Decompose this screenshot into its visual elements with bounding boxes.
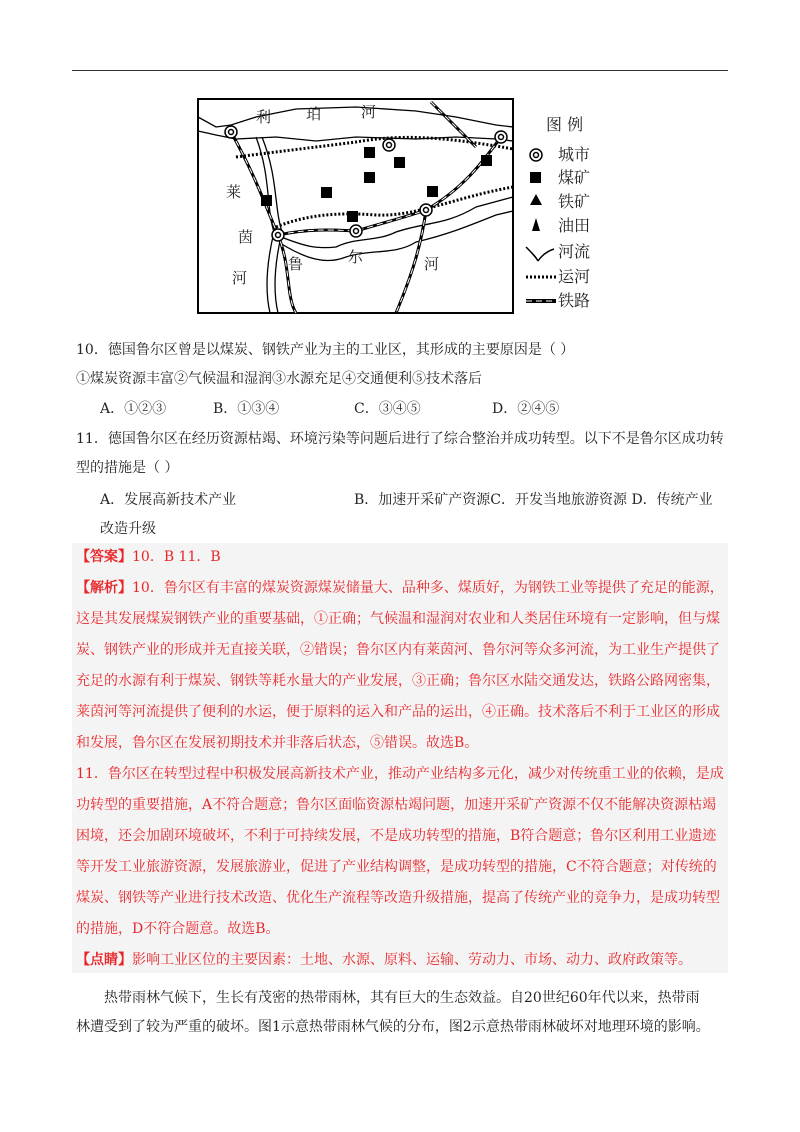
q11-option-a: A．发展高新技术产业 — [100, 492, 237, 508]
analysis-line-4: 充足的水源有利于煤炭、钢铁等耗水量大的产业发展，③正确；鲁尔区水陆交通发达，铁路公路网密集， — [76, 673, 720, 689]
map-label-4: 莱 — [226, 183, 242, 201]
map-label-7: 鲁 — [288, 255, 304, 273]
legend-city: 城市 — [558, 145, 591, 164]
tip-text: 影响工业区位的主要因素：土地、水源、原料、运输、劳动力、市场、动力、政府政策等。 — [132, 952, 692, 968]
tip-line — [76, 950, 692, 970]
analysis-line-5: 莱茵河等河流提供了便利的水运，便于原料的运入和产品的运出，④正确。技术落后不利于工业区的形成 — [76, 704, 720, 720]
map-label-2: 珀 — [306, 105, 322, 123]
map-label-6: 河 — [232, 269, 248, 287]
q10-option-d: D．②④⑤ — [492, 401, 560, 417]
answer-text: 10．B 11．B — [132, 549, 221, 565]
legend-canal: 运河 — [558, 267, 591, 286]
analysis-line-2: 这是其发展煤炭钢铁产业的重要基础，①正确；气候温和湿润对农业和人类居住环境有一定影响，但与煤 — [76, 611, 720, 627]
q11-option-d-cont: 改造升级 — [100, 521, 156, 537]
passage-line-1: 热带雨林气候下，生长有茂密的热带雨林，其有巨大的生态效益。自20世纪60年代以来，热带雨 — [104, 990, 700, 1006]
q10-option-c: C．③④⑤ — [354, 401, 421, 417]
analysis-line-9: 困境，还会加剧环境破坏，不利于可持续发展，不是成功转型的措施，B符合题意；鲁尔区利用工业遗迹 — [76, 828, 717, 844]
analysis-line-12: 的措施，D不符合题意。故选B。 — [76, 921, 280, 937]
map-label-1: 利 — [256, 108, 272, 126]
map-label-3: 河 — [361, 103, 377, 121]
analysis-line-8: 功转型的重要措施，A不符合题意；鲁尔区面临资源枯竭问题，加速开采矿产资源不仅不能解决资源枯竭 — [76, 797, 717, 813]
legend-iron: 铁矿 — [558, 192, 591, 211]
legend-oil: 油田 — [558, 216, 591, 235]
analysis-line-3: 炭、钢铁产业的形成并无直接关联，②错误；鲁尔区内有莱茵河、鲁尔河等众多河流，为工业生产提供了 — [76, 642, 720, 658]
passage-line-2: 林遭受到了较为严重的破坏。图1示意热带雨林气候的分布，图2示意热带雨林破坏对地理环境的影响。 — [76, 1019, 710, 1035]
analysis-line-6: 和发展，鲁尔区在发展初期技术并非落后状态，⑤错误。故选B。 — [76, 735, 479, 751]
legend-river: 河流 — [558, 242, 591, 261]
analysis-text-1: 10．鲁尔区有丰富的煤炭资源煤炭储量大、品种多、煤质好，为钢铁工业等提供了充足的能源， — [132, 580, 724, 596]
map-label-9: 河 — [424, 255, 440, 273]
q10-factors: ①煤炭资源丰富②气候温和湿润③水源充足④交通便利⑤技术落后 — [76, 371, 482, 387]
analysis-line-1 — [76, 578, 724, 598]
legend-railway: 铁路 — [558, 291, 591, 310]
q10-option-a: A．①②③ — [100, 401, 167, 417]
tip-label: 【点睛】 — [76, 952, 132, 968]
answer-line — [76, 547, 221, 567]
q10-option-b: B．①③④ — [213, 401, 280, 417]
ruhr-map — [196, 97, 616, 317]
map-legend — [526, 115, 590, 310]
q11-stem-line2: 型的措施是（ ） — [76, 460, 179, 476]
q10-stem: 10．德国鲁尔区曾是以煤炭、钢铁产业为主的工业区，其形成的主要原因是（ ） — [76, 342, 575, 358]
analysis-line-10: 等开发工业旅游资源，发展旅游业，促进了产业结构调整，是成功转型的措施，C不符合题意；对传统的 — [76, 859, 717, 875]
legend-title: 图 例 — [546, 115, 584, 134]
analysis-label: 【解析】 — [76, 580, 132, 596]
legend-coal: 煤矿 — [558, 168, 591, 187]
q11-stem-line1: 11．德国鲁尔区在经历资源枯竭、环境污染等问题后进行了综合整治并成功转型。以下不是鲁尔区成功转 — [76, 431, 724, 447]
q11-options-bcd: B．加速开采矿产资源C．开发当地旅游资源 D．传统产业 — [354, 492, 713, 508]
map-label-8: 尔 — [348, 248, 364, 266]
analysis-line-7: 11．鲁尔区在转型过程中积极发展高新技术产业，推动产业结构多元化，减少对传统重工业的依赖，是成 — [76, 766, 724, 782]
answer-block — [72, 543, 728, 973]
answer-label: 【答案】 — [76, 549, 132, 565]
analysis-line-11: 煤炭、钢铁等产业进行技术改造、优化生产流程等改造升级措施，提高了传统产业的竞争力，是成功转型 — [76, 890, 720, 906]
header-rule — [72, 70, 728, 71]
map-label-5: 茵 — [238, 228, 254, 246]
